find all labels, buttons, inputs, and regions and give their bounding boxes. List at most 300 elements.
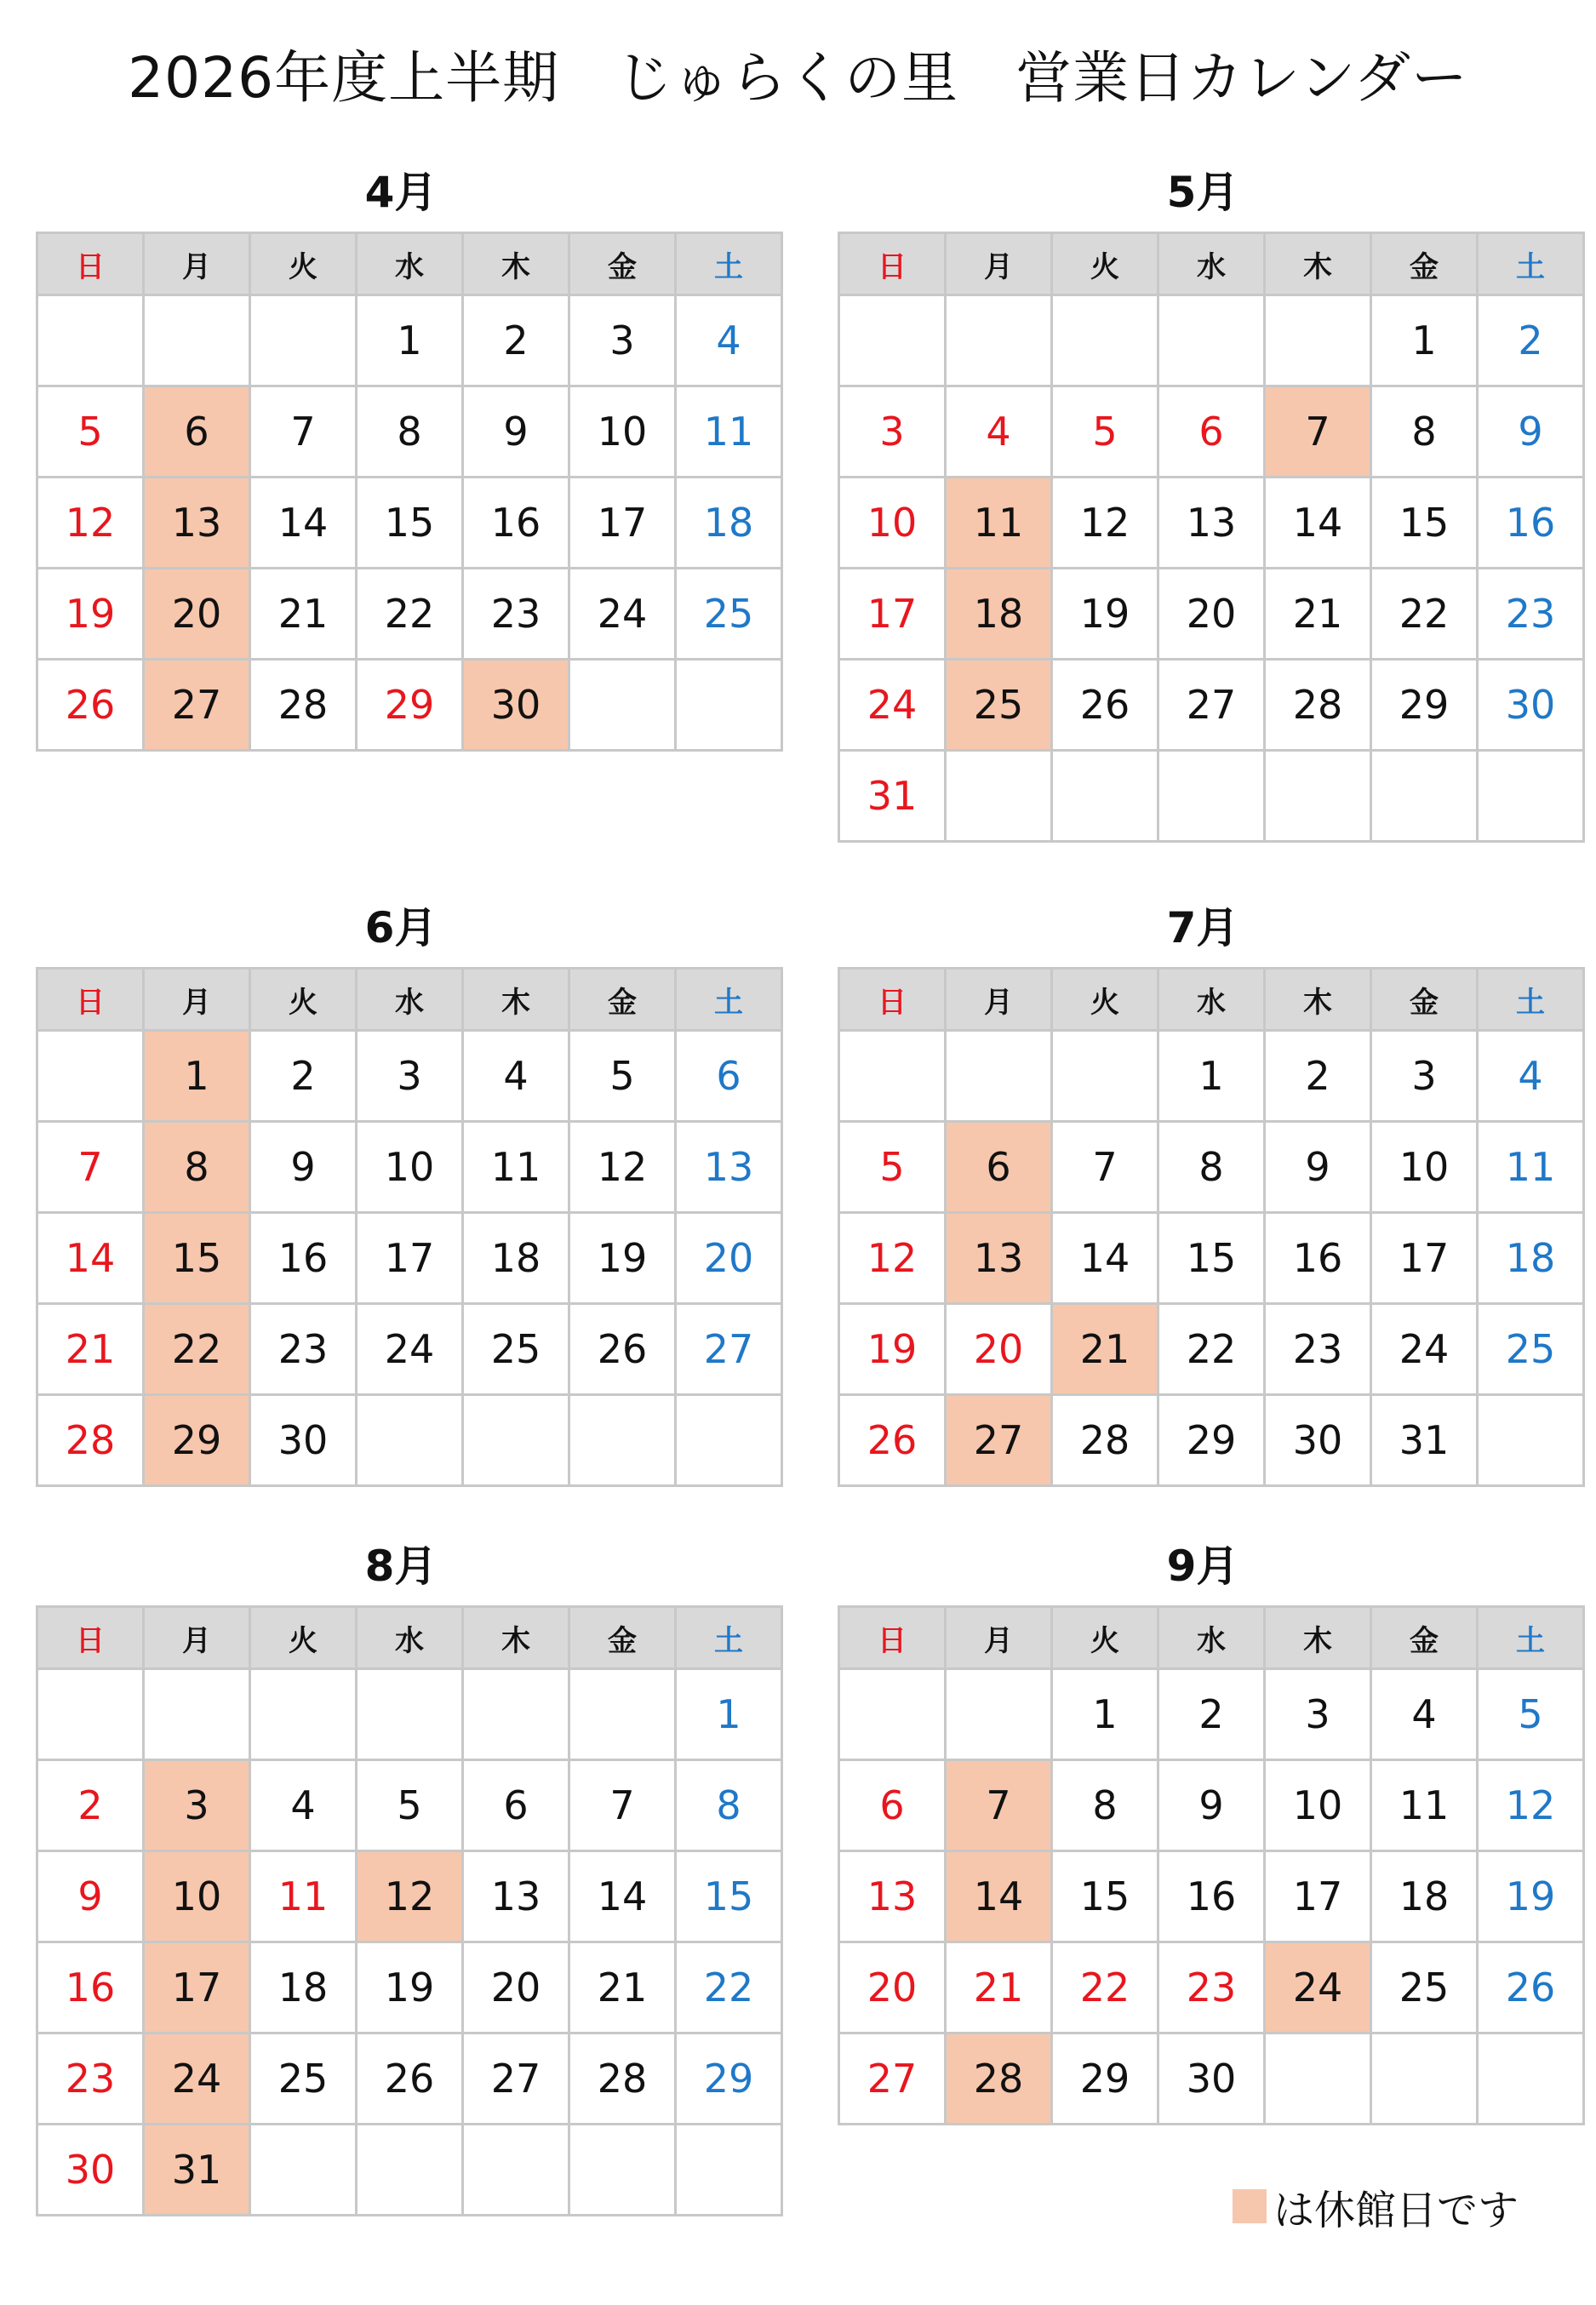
day-cell: 4	[676, 295, 782, 386]
month-title: 6月	[364, 903, 438, 952]
week-row	[37, 2125, 782, 2216]
weekday-header-row	[839, 1607, 1584, 1669]
empty-cell	[1265, 2033, 1371, 2125]
day-cell-closed: 24	[1265, 1942, 1371, 2033]
weekday-header: 月	[946, 233, 1052, 295]
day-cell: 5	[1052, 386, 1158, 478]
week-row	[839, 1122, 1584, 1213]
day-cell: 19	[1478, 1851, 1584, 1942]
day-cell: 28	[250, 660, 357, 751]
day-cell: 3	[569, 295, 676, 386]
weekday-header: 土	[676, 1607, 782, 1669]
empty-cell	[1052, 295, 1158, 386]
day-cell: 28	[37, 1395, 144, 1486]
day-cell: 13	[676, 1122, 782, 1213]
legend	[1233, 2181, 1519, 2232]
weekday-header: 日	[839, 969, 946, 1031]
week-row	[37, 1851, 782, 1942]
weekday-header: 土	[676, 969, 782, 1031]
closed-day-swatch	[1233, 2189, 1267, 2223]
day-cell: 25	[676, 569, 782, 660]
weekday-header: 月	[144, 233, 250, 295]
day-cell-closed: 11	[946, 478, 1052, 569]
day-cell: 12	[1052, 478, 1158, 569]
empty-cell	[946, 1669, 1052, 1760]
day-cell: 1	[357, 295, 463, 386]
day-cell: 4	[1478, 1031, 1584, 1122]
weekday-header: 火	[250, 233, 357, 295]
day-cell: 29	[676, 2033, 782, 2125]
day-cell: 3	[1265, 1669, 1371, 1760]
day-cell: 24	[839, 660, 946, 751]
weekday-header: 火	[1052, 233, 1158, 295]
day-cell: 12	[569, 1122, 676, 1213]
empty-cell	[1478, 751, 1584, 842]
weekday-header: 木	[463, 1607, 569, 1669]
day-cell: 11	[1371, 1760, 1478, 1851]
empty-cell	[946, 751, 1052, 842]
day-cell: 17	[569, 478, 676, 569]
empty-cell	[839, 1031, 946, 1122]
empty-cell	[569, 660, 676, 751]
day-cell: 17	[839, 569, 946, 660]
empty-cell	[1371, 751, 1478, 842]
calendar-grid	[838, 1605, 1585, 2125]
day-cell: 19	[357, 1942, 463, 2033]
day-cell: 8	[1052, 1760, 1158, 1851]
day-cell: 22	[676, 1942, 782, 2033]
week-row	[37, 660, 782, 751]
day-cell-closed: 25	[946, 660, 1052, 751]
month-title: 9月	[1166, 1541, 1239, 1591]
empty-cell	[357, 2125, 463, 2216]
empty-cell	[1052, 1031, 1158, 1122]
day-cell: 15	[676, 1851, 782, 1942]
day-cell-closed: 13	[144, 478, 250, 569]
day-cell: 29	[1052, 2033, 1158, 2125]
day-cell: 3	[839, 386, 946, 478]
empty-cell	[250, 1669, 357, 1760]
day-cell: 25	[463, 1304, 569, 1395]
week-row	[37, 1760, 782, 1851]
weekday-header-row	[839, 233, 1584, 295]
month-title: 4月	[364, 168, 438, 217]
empty-cell	[37, 1669, 144, 1760]
weekday-header-row	[37, 1607, 782, 1669]
day-cell: 23	[250, 1304, 357, 1395]
day-cell: 2	[1478, 295, 1584, 386]
weekday-header: 日	[37, 969, 144, 1031]
day-cell: 26	[569, 1304, 676, 1395]
day-cell: 6	[1158, 386, 1265, 478]
day-cell: 21	[569, 1942, 676, 2033]
day-cell: 28	[1052, 1395, 1158, 1486]
day-cell: 11	[463, 1122, 569, 1213]
empty-cell	[676, 1395, 782, 1486]
week-row	[839, 1395, 1584, 1486]
day-cell: 15	[357, 478, 463, 569]
day-cell: 21	[946, 1942, 1052, 2033]
day-cell: 29	[1371, 660, 1478, 751]
day-cell: 11	[676, 386, 782, 478]
empty-cell	[1371, 2033, 1478, 2125]
day-cell-closed: 6	[946, 1122, 1052, 1213]
week-row	[37, 569, 782, 660]
day-cell: 6	[676, 1031, 782, 1122]
day-cell: 14	[37, 1213, 144, 1304]
weekday-header: 火	[1052, 1607, 1158, 1669]
day-cell: 25	[1478, 1304, 1584, 1395]
empty-cell	[569, 1669, 676, 1760]
day-cell: 31	[839, 751, 946, 842]
empty-cell	[1158, 295, 1265, 386]
weekday-header: 月	[144, 1607, 250, 1669]
day-cell-closed: 28	[946, 2033, 1052, 2125]
weekday-header: 水	[1158, 233, 1265, 295]
day-cell: 18	[250, 1942, 357, 2033]
day-cell: 22	[357, 569, 463, 660]
day-cell: 9	[1265, 1122, 1371, 1213]
empty-cell	[676, 2125, 782, 2216]
weekday-header: 火	[1052, 969, 1158, 1031]
day-cell-closed: 21	[1052, 1304, 1158, 1395]
weekday-header: 木	[1265, 1607, 1371, 1669]
weekday-header: 金	[569, 233, 676, 295]
month-title: 7月	[1166, 903, 1239, 952]
day-cell: 3	[357, 1031, 463, 1122]
day-cell: 25	[250, 2033, 357, 2125]
week-row	[37, 1304, 782, 1395]
weekday-header: 金	[1371, 969, 1478, 1031]
empty-cell	[1478, 1395, 1584, 1486]
week-row	[37, 295, 782, 386]
week-row	[37, 1122, 782, 1213]
day-cell: 23	[1158, 1942, 1265, 2033]
day-cell: 4	[250, 1760, 357, 1851]
weekday-header: 土	[676, 233, 782, 295]
weekday-header: 木	[1265, 969, 1371, 1031]
day-cell-closed: 15	[144, 1213, 250, 1304]
day-cell: 20	[1158, 569, 1265, 660]
week-row	[37, 1031, 782, 1122]
day-cell: 17	[357, 1213, 463, 1304]
day-cell: 1	[676, 1669, 782, 1760]
week-row	[37, 1942, 782, 2033]
day-cell: 14	[1265, 478, 1371, 569]
empty-cell	[839, 295, 946, 386]
weekday-header: 金	[569, 969, 676, 1031]
day-cell: 29	[357, 660, 463, 751]
empty-cell	[37, 1031, 144, 1122]
day-cell: 7	[37, 1122, 144, 1213]
calendar-grid	[838, 232, 1585, 843]
calendar-grid	[36, 232, 783, 752]
day-cell: 28	[1265, 660, 1371, 751]
day-cell-closed: 27	[144, 660, 250, 751]
week-row	[839, 386, 1584, 478]
empty-cell	[569, 1395, 676, 1486]
day-cell: 21	[1265, 569, 1371, 660]
day-cell: 9	[37, 1851, 144, 1942]
day-cell: 13	[463, 1851, 569, 1942]
day-cell: 10	[839, 478, 946, 569]
weekday-header-row	[37, 233, 782, 295]
day-cell: 9	[250, 1122, 357, 1213]
month-title: 8月	[364, 1541, 438, 1591]
day-cell: 8	[676, 1760, 782, 1851]
day-cell: 9	[463, 386, 569, 478]
day-cell: 1	[1371, 295, 1478, 386]
empty-cell	[357, 1395, 463, 1486]
day-cell: 23	[1478, 569, 1584, 660]
day-cell: 6	[463, 1760, 569, 1851]
day-cell-closed: 7	[946, 1760, 1052, 1851]
day-cell: 14	[1052, 1213, 1158, 1304]
day-cell: 17	[1265, 1851, 1371, 1942]
day-cell-closed: 13	[946, 1213, 1052, 1304]
day-cell-closed: 7	[1265, 386, 1371, 478]
day-cell: 5	[357, 1760, 463, 1851]
day-cell: 7	[1052, 1122, 1158, 1213]
weekday-header: 水	[357, 969, 463, 1031]
weekday-header: 金	[1371, 1607, 1478, 1669]
day-cell: 20	[463, 1942, 569, 2033]
day-cell: 23	[37, 2033, 144, 2125]
weekday-header: 日	[839, 1607, 946, 1669]
day-cell: 16	[1158, 1851, 1265, 1942]
day-cell: 2	[250, 1031, 357, 1122]
day-cell: 5	[569, 1031, 676, 1122]
weekday-header: 水	[357, 233, 463, 295]
empty-cell	[569, 2125, 676, 2216]
day-cell: 29	[1158, 1395, 1265, 1486]
empty-cell	[463, 2125, 569, 2216]
day-cell: 21	[250, 569, 357, 660]
day-cell: 16	[1478, 478, 1584, 569]
day-cell: 22	[1158, 1304, 1265, 1395]
empty-cell	[1478, 2033, 1584, 2125]
week-row	[37, 1213, 782, 1304]
weekday-header: 火	[250, 969, 357, 1031]
day-cell: 20	[676, 1213, 782, 1304]
day-cell: 2	[1158, 1669, 1265, 1760]
day-cell: 2	[1265, 1031, 1371, 1122]
day-cell: 16	[1265, 1213, 1371, 1304]
weekday-header: 水	[1158, 969, 1265, 1031]
day-cell-closed: 18	[946, 569, 1052, 660]
weekday-header: 火	[250, 1607, 357, 1669]
day-cell: 19	[839, 1304, 946, 1395]
day-cell: 10	[1265, 1760, 1371, 1851]
day-cell: 3	[1371, 1031, 1478, 1122]
empty-cell	[463, 1669, 569, 1760]
empty-cell	[1158, 751, 1265, 842]
day-cell: 13	[839, 1851, 946, 1942]
day-cell-closed: 22	[144, 1304, 250, 1395]
day-cell: 11	[1478, 1122, 1584, 1213]
day-cell-closed: 1	[144, 1031, 250, 1122]
empty-cell	[1052, 751, 1158, 842]
day-cell: 26	[1478, 1942, 1584, 2033]
day-cell-closed: 10	[144, 1851, 250, 1942]
week-row	[37, 1669, 782, 1760]
week-row	[839, 751, 1584, 842]
week-row	[839, 1760, 1584, 1851]
weekday-header: 水	[357, 1607, 463, 1669]
day-cell: 30	[37, 2125, 144, 2216]
empty-cell	[946, 1031, 1052, 1122]
day-cell: 14	[250, 478, 357, 569]
day-cell: 23	[463, 569, 569, 660]
week-row	[839, 1213, 1584, 1304]
weekday-header: 木	[463, 969, 569, 1031]
day-cell: 10	[569, 386, 676, 478]
day-cell: 27	[676, 1304, 782, 1395]
day-cell: 9	[1158, 1760, 1265, 1851]
day-cell: 11	[250, 1851, 357, 1942]
week-row	[839, 1031, 1584, 1122]
empty-cell	[1265, 751, 1371, 842]
day-cell: 26	[37, 660, 144, 751]
day-cell: 13	[1158, 478, 1265, 569]
day-cell-closed: 8	[144, 1122, 250, 1213]
week-row	[839, 1304, 1584, 1395]
day-cell: 1	[1052, 1669, 1158, 1760]
weekday-header: 月	[144, 969, 250, 1031]
day-cell: 2	[37, 1760, 144, 1851]
day-cell: 26	[839, 1395, 946, 1486]
day-cell: 23	[1265, 1304, 1371, 1395]
day-cell-closed: 17	[144, 1942, 250, 2033]
week-row	[839, 2033, 1584, 2125]
day-cell: 10	[357, 1122, 463, 1213]
day-cell: 8	[1371, 386, 1478, 478]
day-cell: 21	[37, 1304, 144, 1395]
day-cell: 24	[569, 569, 676, 660]
day-cell: 8	[357, 386, 463, 478]
day-cell: 18	[676, 478, 782, 569]
calendar-grid	[36, 1605, 783, 2216]
weekday-header: 土	[1478, 1607, 1584, 1669]
page-title: 2026年度上半期 じゅらくの里 営業日カレンダー	[128, 45, 1468, 111]
weekday-header: 金	[1371, 233, 1478, 295]
weekday-header: 日	[37, 1607, 144, 1669]
day-cell: 24	[357, 1304, 463, 1395]
weekday-header: 月	[946, 969, 1052, 1031]
empty-cell	[144, 1669, 250, 1760]
week-row	[839, 1851, 1584, 1942]
day-cell-closed: 6	[144, 386, 250, 478]
day-cell: 2	[463, 295, 569, 386]
day-cell: 18	[1371, 1851, 1478, 1942]
day-cell: 16	[37, 1942, 144, 2033]
day-cell: 26	[1052, 660, 1158, 751]
week-row	[37, 386, 782, 478]
day-cell: 5	[839, 1122, 946, 1213]
empty-cell	[37, 295, 144, 386]
calendar-grid	[36, 967, 783, 1487]
day-cell: 27	[839, 2033, 946, 2125]
day-cell: 10	[1371, 1122, 1478, 1213]
day-cell: 7	[569, 1760, 676, 1851]
day-cell: 1	[1158, 1031, 1265, 1122]
day-cell: 15	[1158, 1213, 1265, 1304]
empty-cell	[839, 1669, 946, 1760]
day-cell: 12	[37, 478, 144, 569]
calendar-grid	[838, 967, 1585, 1487]
day-cell: 20	[946, 1304, 1052, 1395]
day-cell: 22	[1052, 1942, 1158, 2033]
day-cell: 12	[1478, 1760, 1584, 1851]
day-cell-closed: 3	[144, 1760, 250, 1851]
day-cell: 18	[463, 1213, 569, 1304]
weekday-header: 水	[1158, 1607, 1265, 1669]
week-row	[839, 478, 1584, 569]
legend-text: は休館日です	[1273, 2186, 1519, 2234]
day-cell: 4	[1371, 1669, 1478, 1760]
day-cell: 24	[1371, 1304, 1478, 1395]
day-cell: 5	[37, 386, 144, 478]
day-cell: 8	[1158, 1122, 1265, 1213]
day-cell: 16	[250, 1213, 357, 1304]
day-cell: 4	[946, 386, 1052, 478]
day-cell-closed: 20	[144, 569, 250, 660]
month-title: 5月	[1166, 168, 1239, 217]
day-cell: 7	[250, 386, 357, 478]
day-cell: 22	[1371, 569, 1478, 660]
day-cell: 30	[1478, 660, 1584, 751]
weekday-header: 土	[1478, 969, 1584, 1031]
week-row	[839, 569, 1584, 660]
empty-cell	[357, 1669, 463, 1760]
week-row	[839, 1942, 1584, 2033]
day-cell: 4	[463, 1031, 569, 1122]
day-cell-closed: 31	[144, 2125, 250, 2216]
day-cell: 12	[839, 1213, 946, 1304]
day-cell-closed: 30	[463, 660, 569, 751]
weekday-header: 土	[1478, 233, 1584, 295]
weekday-header: 月	[946, 1607, 1052, 1669]
empty-cell	[250, 295, 357, 386]
day-cell: 19	[569, 1213, 676, 1304]
day-cell: 25	[1371, 1942, 1478, 2033]
day-cell: 28	[569, 2033, 676, 2125]
day-cell: 27	[1158, 660, 1265, 751]
weekday-header: 木	[1265, 233, 1371, 295]
day-cell: 15	[1371, 478, 1478, 569]
day-cell-closed: 24	[144, 2033, 250, 2125]
weekday-header: 日	[37, 233, 144, 295]
day-cell-closed: 29	[144, 1395, 250, 1486]
day-cell: 14	[569, 1851, 676, 1942]
day-cell: 27	[463, 2033, 569, 2125]
empty-cell	[1265, 295, 1371, 386]
week-row	[37, 2033, 782, 2125]
weekday-header: 日	[839, 233, 946, 295]
day-cell: 31	[1371, 1395, 1478, 1486]
week-row	[839, 1669, 1584, 1760]
day-cell: 17	[1371, 1213, 1478, 1304]
week-row	[37, 1395, 782, 1486]
weekday-header: 金	[569, 1607, 676, 1669]
day-cell: 5	[1478, 1669, 1584, 1760]
empty-cell	[676, 660, 782, 751]
empty-cell	[144, 295, 250, 386]
weekday-header-row	[37, 969, 782, 1031]
weekday-header-row	[839, 969, 1584, 1031]
day-cell: 30	[250, 1395, 357, 1486]
empty-cell	[250, 2125, 357, 2216]
